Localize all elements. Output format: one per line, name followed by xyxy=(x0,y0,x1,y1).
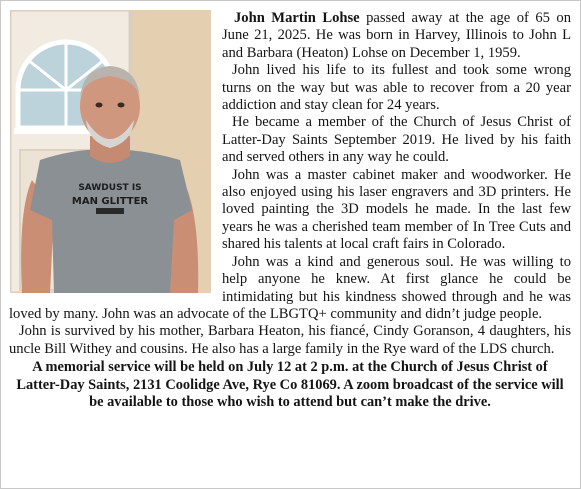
memorial-notice: A memorial service will be held on July 12 at 2 p.m. at the Church of Jesus Christ of Latter-Day Saints, 2131 Coolidge Ave, Rye Co 81069. A zoom broadcast of the service will be available to those who wish to attend but can’t make the drive. xyxy=(16,359,564,410)
deceased-name: John Martin Lohse xyxy=(234,10,360,26)
intro-text: passed away at the age of 65 on June 21, 2025. He was born in Harvey, Illinois to John L and Barbara (Heaton) Lohse on December 1, 1959. xyxy=(222,10,571,61)
photo-spacer xyxy=(9,10,222,296)
svg-text:SAWDUST IS: SAWDUST IS xyxy=(78,183,142,193)
paragraph-survivors: John is survived by his mother, Barbara Heaton, his fiancé, Cindy Goranson, 4 daughters, his uncle Bill Withey and cousins. He also has a large family in the Rye ward of the LDS church. xyxy=(9,323,571,357)
paragraph-life: John lived his life to its fullest and took some wrong turns on the way but was able to recover from a 20 year addiction and stay clean for 24 years. xyxy=(222,62,571,114)
paragraph-character: John was a kind and generous soul. He was willing to help anyone he knew. At first glance he could be intimidating but his kindness showed through and he was loved by many. John was an advocate of the LBGTQ+ community and didn’t judge people. xyxy=(9,253,571,322)
svg-text:MAN GLITTER: MAN GLITTER xyxy=(71,196,149,207)
obituary-text xyxy=(9,10,571,411)
paragraph-career: John was a master cabinet maker and woodworker. He also enjoyed using his laser engravers and 3D printers. He loved painting the 3D models he made. In the last few years he was a cherished team member of In Tree Cuts and shared his talents at local craft fairs in Colorado. xyxy=(222,166,571,253)
paragraph-faith: He became a member of the Church of Jesus Christ of Latter-Day Saints September 2019. He lived by his faith and served others in any way he could. xyxy=(222,114,571,166)
